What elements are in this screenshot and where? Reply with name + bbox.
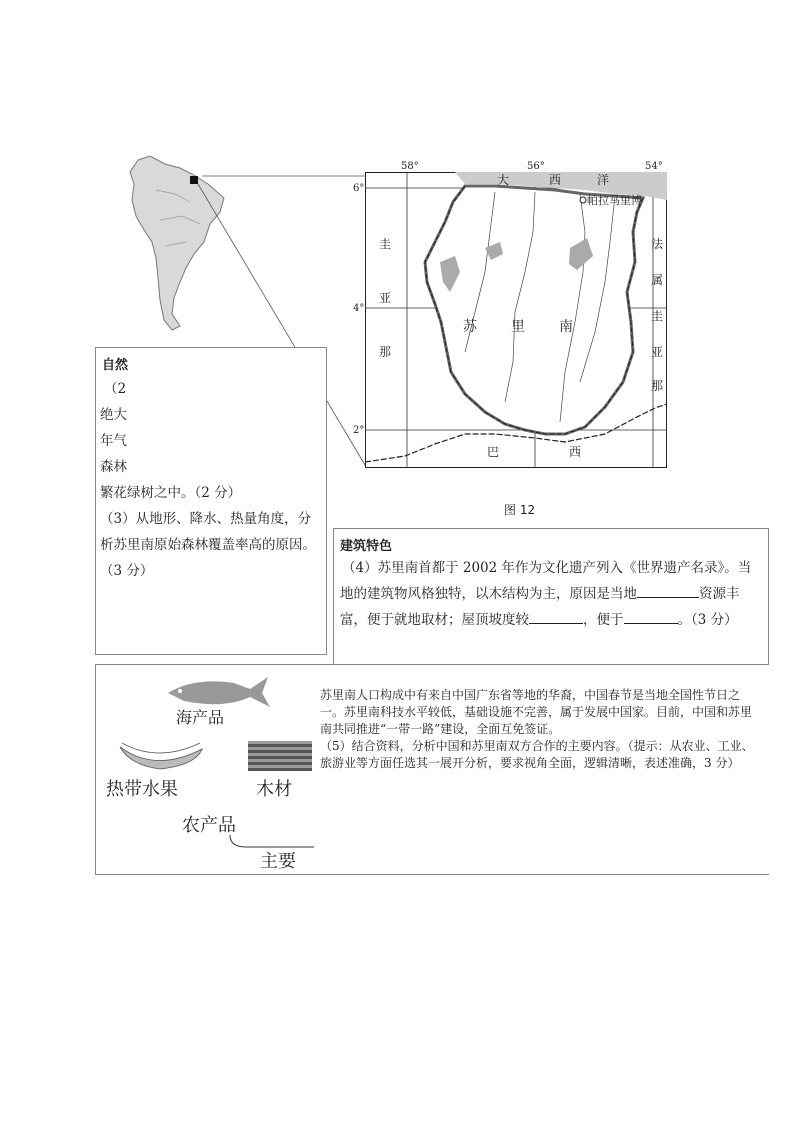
right-neighbor-char-3: 圭 xyxy=(651,309,664,323)
figure-caption: 图 12 xyxy=(504,503,536,517)
country-label-char-1: 苏 xyxy=(463,319,477,335)
right-neighbor-char-1: 法 xyxy=(651,237,664,251)
right-neighbor-char-5: 那 xyxy=(651,379,664,393)
question-4-line-2-text-b: 资源丰 xyxy=(699,586,740,602)
question-4-line-3-text-c: 。（3 分） xyxy=(677,612,738,628)
nature-title: 自然 xyxy=(102,358,129,373)
nature-line-2: 绝大 xyxy=(100,407,127,423)
lon-tick-58: 58° xyxy=(401,161,419,172)
products-box xyxy=(95,664,769,875)
wood-icon xyxy=(248,741,312,771)
answer-blank-resource[interactable] xyxy=(637,583,699,598)
lon-tick-56: 56° xyxy=(527,161,545,172)
bottom-neighbor-char-2: 西 xyxy=(569,445,582,459)
lat-tick-2: 2° xyxy=(353,425,365,436)
text-panel xyxy=(314,665,769,874)
left-neighbor-char-2: 亚 xyxy=(379,291,392,305)
question-3-line-1: （3）从地形、降水、热量角度，分 xyxy=(100,511,312,527)
city-label: 帕拉马里博 xyxy=(587,194,642,207)
lat-tick-4: 4° xyxy=(353,303,365,314)
answer-blank-slope[interactable] xyxy=(529,609,583,624)
answer-blank-purpose[interactable] xyxy=(624,609,678,624)
main-label: 主要 xyxy=(260,851,296,872)
fruit-label: 热带水果 xyxy=(106,779,178,800)
question-3-line-2: 析苏里南原始森林覆盖率高的原因。 xyxy=(100,537,316,553)
question-3-line-3: （3 分） xyxy=(100,563,154,579)
country-label-char-3: 南 xyxy=(559,319,573,335)
question-4-line-2-text-a: 地的建筑物风格独特，以木结构为主，原因是当地 xyxy=(340,586,637,602)
question-4-line-3 xyxy=(340,607,738,633)
left-neighbor-char-1: 圭 xyxy=(379,237,392,251)
nature-line-3: 年气 xyxy=(100,433,127,449)
lon-tick-54: 54° xyxy=(645,161,663,172)
suriname-map xyxy=(353,161,667,468)
question-5: （5）结合资料，分析中国和苏里南双方合作的主要内容。（提示：从农业、工业、旅游业等方面任选其一展开分析，要求视角全面，逻辑清晰，表述准确，3 分） xyxy=(320,739,754,770)
question-4-line-2 xyxy=(340,581,740,607)
question-4-line-3-text-b: ，便于 xyxy=(583,612,624,628)
country-label-char-2: 里 xyxy=(511,319,525,335)
agri-label: 农产品 xyxy=(182,815,236,836)
ocean-label-char-3: 洋 xyxy=(597,173,610,187)
seafood-label: 海产品 xyxy=(176,708,225,727)
question-4-line-3-text-a: 富，便于就地取材；屋顶坡度较 xyxy=(340,612,529,628)
nature-box xyxy=(95,347,327,655)
architecture-box xyxy=(333,528,769,666)
left-neighbor-char-3: 那 xyxy=(379,345,392,359)
bottom-neighbor-char-1: 巴 xyxy=(487,445,500,459)
lat-tick-6: 6° xyxy=(353,183,365,194)
ocean-label-char-1: 大 xyxy=(497,173,510,187)
question-4-line-1: （4）苏里南首都于 2002 年作为文化遗产列入《世界遗产名录》。当 xyxy=(342,560,752,576)
nature-line-4: 森林 xyxy=(100,459,127,475)
context-paragraph: 苏里南人口构成中有来自中国广东省等地的华裔，中国春节是当地全国性节日之一。苏里南科技水平较低，基础设施不完善，属于发展中国家。目前，中国和苏里南共同推进“一带一路”建设，全面互免签证。 xyxy=(320,688,753,736)
banana-icon xyxy=(116,739,206,775)
nature-line-5: 繁花绿树之中。（2 分） xyxy=(100,485,242,501)
nature-line-1: （2 xyxy=(104,381,127,397)
right-neighbor-char-4: 亚 xyxy=(651,345,664,359)
ocean-label-char-2: 西 xyxy=(549,173,562,187)
architecture-title: 建筑特色 xyxy=(340,539,393,554)
right-neighbor-char-2: 属 xyxy=(651,273,664,287)
wood-label: 木材 xyxy=(256,779,292,800)
